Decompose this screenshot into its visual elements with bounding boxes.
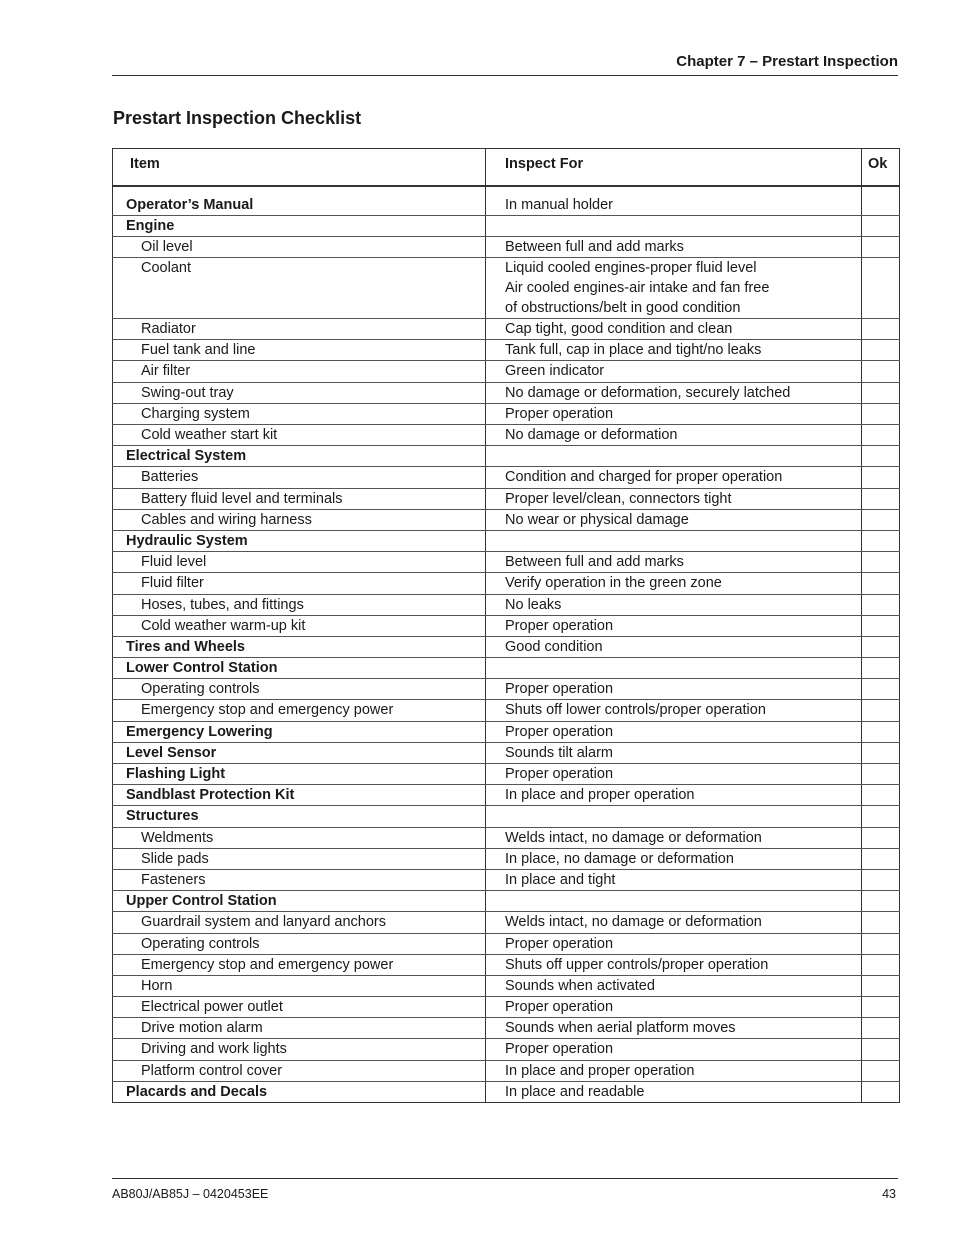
- inspect-for-line: No wear or physical damage: [505, 511, 689, 528]
- page-number: 43: [882, 1187, 896, 1201]
- item-cell: Guardrail system and lanyard anchors: [113, 912, 486, 933]
- inspect-for-line: Between full and add marks: [505, 238, 684, 255]
- item-cell: Hydraulic System: [113, 530, 486, 551]
- inspect-for-cell: [486, 806, 862, 827]
- inspect-for-cell: [486, 319, 862, 340]
- table-row: [113, 933, 900, 954]
- inspect-for-line: Liquid cooled engines-proper fluid level: [505, 260, 757, 277]
- inspect-for-line: Verify operation in the green zone: [505, 575, 722, 592]
- header-divider: [112, 75, 898, 76]
- table-row: [113, 446, 900, 467]
- ok-checkbox-cell: [862, 467, 900, 488]
- inspect-for-cell: [486, 785, 862, 806]
- inspect-for-line: Welds intact, no damage or deformation: [505, 914, 762, 931]
- checklist-table: [112, 148, 900, 1103]
- inspect-for-cell: [486, 679, 862, 700]
- item-cell: Hoses, tubes, and fittings: [113, 594, 486, 615]
- inspect-for-cell: [486, 658, 862, 679]
- ok-checkbox-cell: [862, 509, 900, 530]
- item-cell: Emergency stop and emergency power: [113, 954, 486, 975]
- table-row: [113, 215, 900, 236]
- inspect-for-cell: [486, 446, 862, 467]
- inspect-for-line: In place and tight: [505, 871, 616, 888]
- item-cell: Coolant: [113, 258, 486, 319]
- inspect-for-cell: [486, 1018, 862, 1039]
- ok-checkbox-cell: [862, 425, 900, 446]
- inspect-for-cell: [486, 215, 862, 236]
- inspect-for-line: of obstructions/belt in good condition: [505, 300, 741, 317]
- table-row: [113, 785, 900, 806]
- ok-checkbox-cell: [862, 552, 900, 573]
- item-cell: Fluid level: [113, 552, 486, 573]
- inspect-for-line: Welds intact, no damage or deformation: [505, 829, 762, 846]
- item-cell: Operator’s Manual: [113, 195, 486, 216]
- inspect-for-cell: [486, 764, 862, 785]
- inspect-for-cell: [486, 340, 862, 361]
- inspect-for-cell: [486, 594, 862, 615]
- inspect-for-cell: [486, 827, 862, 848]
- ok-checkbox-cell: [862, 1081, 900, 1102]
- table-row: [113, 1039, 900, 1060]
- ok-checkbox-cell: [862, 403, 900, 424]
- ok-checkbox-cell: [862, 742, 900, 763]
- inspect-for-line: Sounds tilt alarm: [505, 744, 613, 761]
- inspect-for-line: In place and proper operation: [505, 1062, 695, 1079]
- inspect-for-line: Air cooled engines-air intake and fan free: [505, 280, 770, 297]
- inspect-for-cell: [486, 721, 862, 742]
- inspect-for-line: Green indicator: [505, 363, 605, 380]
- table-row: [113, 361, 900, 382]
- ok-checkbox-cell: [862, 340, 900, 361]
- item-cell: Emergency Lowering: [113, 721, 486, 742]
- inspect-for-line: Proper operation: [505, 405, 614, 422]
- inspect-for-line: Proper level/clean, connectors tight: [505, 490, 732, 507]
- inspect-for-line: Shuts off upper controls/proper operation: [505, 956, 769, 973]
- inspect-for-cell: [486, 912, 862, 933]
- ok-checkbox-cell: [862, 891, 900, 912]
- table-spacer-row: [113, 186, 900, 195]
- item-cell: Structures: [113, 806, 486, 827]
- item-cell: Charging system: [113, 403, 486, 424]
- inspect-for-cell: [486, 1060, 862, 1081]
- inspect-for-cell: [486, 1081, 862, 1102]
- table-row: [113, 195, 900, 216]
- item-cell: Upper Control Station: [113, 891, 486, 912]
- item-cell: Engine: [113, 215, 486, 236]
- item-cell: Placards and Decals: [113, 1081, 486, 1102]
- table-row: [113, 869, 900, 890]
- ok-checkbox-cell: [862, 530, 900, 551]
- inspect-for-cell: [486, 573, 862, 594]
- item-cell: Swing-out tray: [113, 382, 486, 403]
- inspect-for-line: Proper operation: [505, 617, 614, 634]
- inspect-for-cell: [486, 258, 862, 319]
- inspect-for-cell: [486, 530, 862, 551]
- ok-checkbox-cell: [862, 975, 900, 996]
- table-row: [113, 573, 900, 594]
- inspect-for-cell: [486, 236, 862, 257]
- inspect-for-line: In place and readable: [505, 1083, 645, 1100]
- item-cell: Fasteners: [113, 869, 486, 890]
- inspect-for-cell: [486, 403, 862, 424]
- ok-checkbox-cell: [862, 679, 900, 700]
- inspect-for-line: Proper operation: [505, 935, 614, 952]
- item-cell: Electrical System: [113, 446, 486, 467]
- ok-checkbox-cell: [862, 721, 900, 742]
- inspect-for-line: Sounds when activated: [505, 977, 655, 994]
- table-row: [113, 721, 900, 742]
- item-cell: Cold weather start kit: [113, 425, 486, 446]
- ok-checkbox-cell: [862, 700, 900, 721]
- item-cell: Fluid filter: [113, 573, 486, 594]
- ok-checkbox-cell: [862, 258, 900, 319]
- column-header-ok: Ok: [862, 149, 900, 186]
- spacer-cell: [113, 186, 486, 195]
- inspect-for-cell: [486, 891, 862, 912]
- inspect-for-line: Between full and add marks: [505, 554, 684, 571]
- item-cell: Fuel tank and line: [113, 340, 486, 361]
- table-row: [113, 615, 900, 636]
- item-cell: Driving and work lights: [113, 1039, 486, 1060]
- table-row: [113, 258, 900, 319]
- table-row: [113, 552, 900, 573]
- ok-checkbox-cell: [862, 319, 900, 340]
- table-header-row: [113, 149, 900, 186]
- ok-checkbox-cell: [862, 1039, 900, 1060]
- section-title: Prestart Inspection Checklist: [113, 108, 362, 128]
- inspect-for-line: In place, no damage or deformation: [505, 850, 734, 867]
- item-cell: Weldments: [113, 827, 486, 848]
- ok-checkbox-cell: [862, 1060, 900, 1081]
- table-row: [113, 509, 900, 530]
- inspect-for-line: In manual holder: [505, 196, 614, 213]
- item-cell: Radiator: [113, 319, 486, 340]
- inspect-for-cell: [486, 488, 862, 509]
- inspect-for-line: In place and proper operation: [505, 787, 695, 804]
- table-row: [113, 403, 900, 424]
- ok-checkbox-cell: [862, 933, 900, 954]
- inspect-for-cell: [486, 361, 862, 382]
- table-row: [113, 236, 900, 257]
- ok-checkbox-cell: [862, 488, 900, 509]
- item-cell: Operating controls: [113, 679, 486, 700]
- checklist-body: [113, 186, 900, 1103]
- table-row: [113, 891, 900, 912]
- inspect-for-cell: [486, 509, 862, 530]
- table-row: [113, 488, 900, 509]
- inspect-for-cell: [486, 997, 862, 1018]
- inspect-for-cell: [486, 1039, 862, 1060]
- inspect-for-cell: [486, 848, 862, 869]
- inspect-for-cell: [486, 552, 862, 573]
- inspect-for-cell: [486, 636, 862, 657]
- inspect-for-line: Condition and charged for proper operation: [505, 469, 783, 486]
- inspect-for-cell: [486, 742, 862, 763]
- table-row: [113, 912, 900, 933]
- inspect-for-line: Proper operation: [505, 1041, 614, 1058]
- ok-checkbox-cell: [862, 236, 900, 257]
- inspect-for-cell: [486, 700, 862, 721]
- inspect-for-cell: [486, 425, 862, 446]
- ok-checkbox-cell: [862, 636, 900, 657]
- table-row: [113, 382, 900, 403]
- ok-checkbox-cell: [862, 912, 900, 933]
- inspect-for-cell: [486, 954, 862, 975]
- item-cell: Lower Control Station: [113, 658, 486, 679]
- inspect-for-line: Sounds when aerial platform moves: [505, 1020, 736, 1037]
- item-cell: Battery fluid level and terminals: [113, 488, 486, 509]
- ok-checkbox-cell: [862, 195, 900, 216]
- table-row: [113, 848, 900, 869]
- table-row: [113, 954, 900, 975]
- document-id: AB80J/AB85J – 0420453EE: [112, 1187, 269, 1201]
- ok-checkbox-cell: [862, 446, 900, 467]
- inspect-for-line: Proper operation: [505, 766, 614, 782]
- ok-checkbox-cell: [862, 848, 900, 869]
- inspect-for-line: Shuts off lower controls/proper operation: [505, 702, 766, 719]
- item-cell: Cables and wiring harness: [113, 509, 486, 530]
- inspect-for-cell: [486, 869, 862, 890]
- table-row: [113, 1081, 900, 1102]
- item-cell: Level Sensor: [113, 742, 486, 763]
- item-cell: Batteries: [113, 467, 486, 488]
- ok-checkbox-cell: [862, 806, 900, 827]
- item-cell: Electrical power outlet: [113, 997, 486, 1018]
- column-header-inspect-for: Inspect For: [486, 149, 862, 186]
- table-row: [113, 827, 900, 848]
- inspect-for-line: No damage or deformation, securely latched: [505, 384, 791, 401]
- inspect-for-cell: [486, 195, 862, 216]
- table-row: [113, 658, 900, 679]
- table-row: [113, 679, 900, 700]
- table-row: [113, 594, 900, 615]
- table-row: [113, 806, 900, 827]
- ok-checkbox-cell: [862, 215, 900, 236]
- inspect-for-line: No damage or deformation: [505, 427, 678, 443]
- item-cell: Operating controls: [113, 933, 486, 954]
- inspect-for-line: Proper operation: [505, 681, 614, 698]
- spacer-cell: [486, 186, 862, 195]
- item-cell: Slide pads: [113, 848, 486, 869]
- item-cell: Flashing Light: [113, 764, 486, 785]
- item-cell: Air filter: [113, 361, 486, 382]
- inspect-for-cell: [486, 615, 862, 636]
- spacer-cell: [862, 186, 900, 195]
- table-row: [113, 636, 900, 657]
- item-cell: Platform control cover: [113, 1060, 486, 1081]
- inspect-for-cell: [486, 467, 862, 488]
- item-cell: Tires and Wheels: [113, 636, 486, 657]
- ok-checkbox-cell: [862, 573, 900, 594]
- table-row: [113, 975, 900, 996]
- table-row: [113, 764, 900, 785]
- table-row: [113, 467, 900, 488]
- ok-checkbox-cell: [862, 361, 900, 382]
- ok-checkbox-cell: [862, 869, 900, 890]
- item-cell: Oil level: [113, 236, 486, 257]
- ok-checkbox-cell: [862, 827, 900, 848]
- table-row: [113, 742, 900, 763]
- ok-checkbox-cell: [862, 1018, 900, 1039]
- table-row: [113, 425, 900, 446]
- table-row: [113, 319, 900, 340]
- ok-checkbox-cell: [862, 764, 900, 785]
- ok-checkbox-cell: [862, 997, 900, 1018]
- item-cell: Emergency stop and emergency power: [113, 700, 486, 721]
- ok-checkbox-cell: [862, 954, 900, 975]
- inspect-for-line: No leaks: [505, 596, 562, 613]
- ok-checkbox-cell: [862, 382, 900, 403]
- inspect-for-line: Tank full, cap in place and tight/no leaks: [505, 342, 762, 359]
- inspect-for-cell: [486, 975, 862, 996]
- table-row: [113, 1018, 900, 1039]
- item-cell: Cold weather warm-up kit: [113, 615, 486, 636]
- item-cell: Sandblast Protection Kit: [113, 785, 486, 806]
- inspect-for-line: Proper operation: [505, 723, 614, 740]
- inspect-for-line: Cap tight, good condition and clean: [505, 321, 733, 338]
- inspect-for-cell: [486, 382, 862, 403]
- footer-divider: [112, 1178, 898, 1179]
- ok-checkbox-cell: [862, 658, 900, 679]
- ok-checkbox-cell: [862, 594, 900, 615]
- inspect-for-line: Proper operation: [505, 999, 614, 1016]
- item-cell: Drive motion alarm: [113, 1018, 486, 1039]
- column-header-item: Item: [113, 149, 486, 186]
- inspect-for-line: Good condition: [505, 638, 603, 655]
- item-cell: Horn: [113, 975, 486, 996]
- inspect-for-cell: [486, 933, 862, 954]
- table-row: [113, 340, 900, 361]
- table-row: [113, 1060, 900, 1081]
- table-row: [113, 997, 900, 1018]
- chapter-title: Chapter 7 – Prestart Inspection: [676, 53, 898, 70]
- table-row: [113, 700, 900, 721]
- table-row: [113, 530, 900, 551]
- ok-checkbox-cell: [862, 615, 900, 636]
- ok-checkbox-cell: [862, 785, 900, 806]
